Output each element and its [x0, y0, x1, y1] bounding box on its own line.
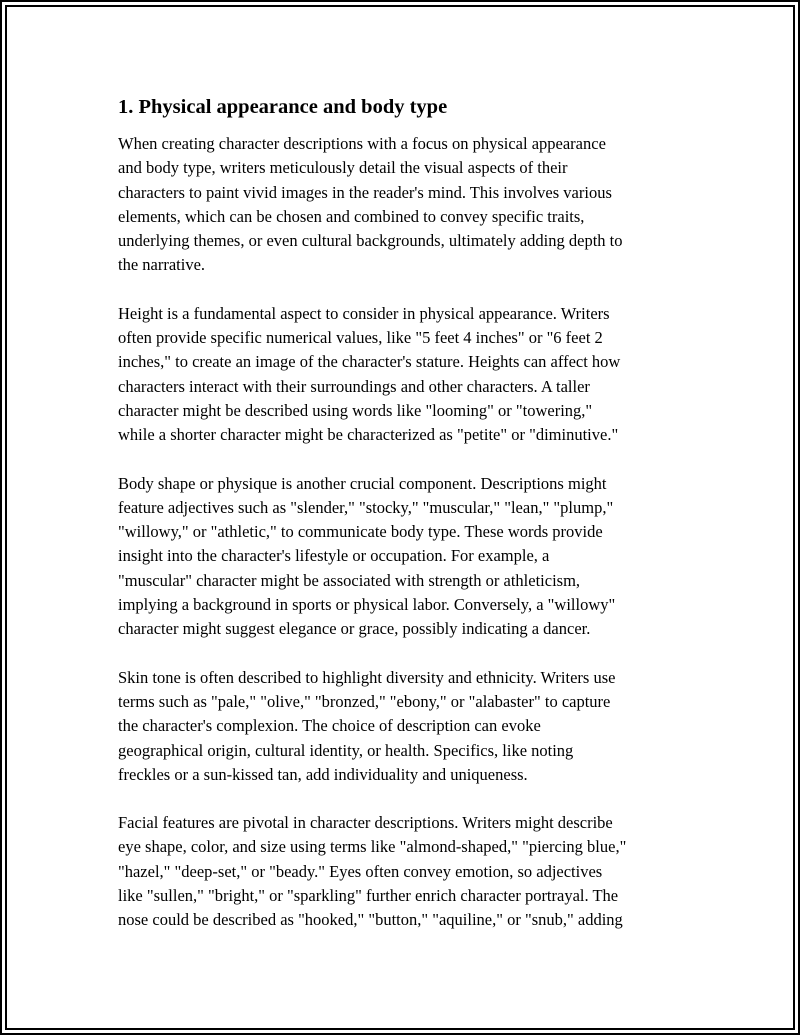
- paragraph-height: Height is a fundamental aspect to consider in physical appearance. Writers often provide specific numerical values, like "5 feet 4 inches" or "6 feet 2 inches," to create an image of the character's stature. Heights can affect how characters interact with their surroundings and other characters. A taller character might be described using words like "looming" or "towering," while a shorter character might be characterized as "petite" or "diminutive.": [118, 303, 621, 445]
- paragraph-intro: When creating character descriptions with a focus on physical appearance and body type, writers meticulously detail the visual aspects of their characters to paint vivid images in the reader's mind. This involves various elements, which can be chosen and combined to convey specific traits, underlying themes, or even cultural backgrounds, ultimately adding depth to the narrative.: [118, 134, 623, 275]
- paragraph-body-shape: Body shape or physique is another crucial component. Descriptions might feature adjectives such as "slender," "stocky," "muscular," "lean," "plump," "willowy," or "athletic," to communicate body type. These words provide insight into the character's lifestyle or occupation. For example, a "muscular" character might be associated with strength or athleticism, implying a background in sports or physical labor. Conversely, a "willowy" character might suggest elegance or grace, possibly indicating a dancer.: [118, 473, 616, 639]
- document-body: [118, 94, 698, 957]
- paragraph-skin-tone: Skin tone is often described to highlight diversity and ethnicity. Writers use terms such as "pale," "olive," "bronzed," "ebony," or "alabaster" to capture the character's complexion. The choice of description can evoke geographical origin, cultural identity, or health. Specifics, like noting freckles or a sun-kissed tan, add individuality and uniqueness.: [118, 667, 616, 784]
- paragraph-facial-features: Facial features are pivotal in character descriptions. Writers might describe eye shape, color, and size using terms like "almond-shaped," "piercing blue," "hazel," "deep-set," or "beady." Eyes often convey emotion, so adjectives like "sullen," "bright," or "sparkling" further enrich character portrayal. The nose could be described as "hooked," "button," "aquiline," or "snub," adding: [118, 813, 627, 930]
- section-heading: 1. Physical appearance and body type: [118, 96, 448, 118]
